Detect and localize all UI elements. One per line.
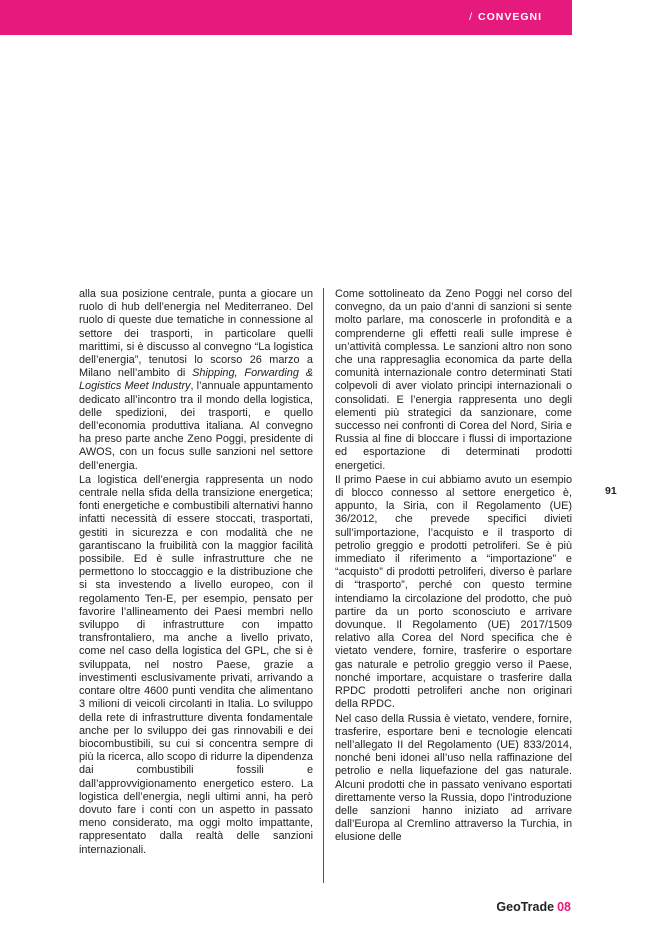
event-name: Shipping, Forwarding & Logistics Meet Industry [79,367,313,393]
issue-number: 08 [557,900,571,914]
magazine-brand: GeoTrade [496,900,555,914]
footer [496,900,571,914]
left-paragraph-2: La logistica dell’energia rappresenta un nodo centrale nella sfida della transizione energetica; fonti energetiche e combustibili alternativi hanno infatti necessità di essere stoccati, trasportati, gestiti in sicurezza e con modalità che ne garantiscano la fruibilità con la maggior facilità possibile. Ed è sulle infrastrutture che ne permettono lo stoccaggio e la distribuzione che si sta investendo a livello europeo, con il regolamento Ten-E, per esempio, pensato per favorire l’allineamento dei Paesi membri nello sviluppo di infrastrutture con impatto transfrontaliero, ma anche a livello privato, come nel caso della logistica del GPL, che si è sviluppata, nel nostro Paese, grazie a investimenti esclusivamente privati, arrivando a contare oltre 4600 punti vendita che alimentano 3 milioni di veicoli circolanti in Italia. Lo sviluppo della rete di infrastrutture diventa fondamentale anche per lo sviluppo dei gas rinnovabili e dei biocombustibili, su cui si concentra sempre di più la ricerca, allo scopo di ridurre la dipendenza dai combustibili fossili e dall’approvvigionamento energetico estero. La logistica dell’energia, negli ultimi anni, ha però dovuto fare i conti con un aspetto in passato meno considerato, ma oggi molto impattante, rappresentato dalla realtà delle sanzioni internazionali. [79,473,313,856]
left-p1-text-a: alla sua posizione centrale, punta a giocare un ruolo di hub dell’energia nel Mediterraneo. Del ruolo di queste due tematiche in connessione al settore dei trasporti, in particolare quelli marittimi, si è discusso al convegno “La logistica dell’energia”, tenutosi lo scorso 26 marzo a Milano nell’ambito di [79,288,313,380]
section-tag [469,11,542,23]
right-column [335,288,572,845]
section-slash: / [469,11,473,23]
left-paragraph-1 [79,288,313,473]
section-title: CONVEGNI [477,11,542,23]
right-paragraph-3: Nel caso della Russia è vietato, vendere, fornire, trasferire, esportare beni e tecnologie elencati nell’allegato II del Regolamento (UE) 833/2014, nonché beni idonei all’uso nella raffinazione del petrolio e nella liquefazione del gas naturale. Alcuni prodotti che in passato venivano esportati direttamente verso la Russia, dopo l’introduzione delle sanzioni hanno iniziato ad arrivare dall’Europa al Cremlino attraverso la Turchia, in elusione delle [335,712,572,844]
right-paragraph-2: Il primo Paese in cui abbiamo avuto un esempio di blocco connesso al settore energetico è, appunto, la Siria, con il Regolamento (UE) 36/2012, che prevede specifici divieti sull’importazione, l’acquisto e il trasporto di petrolio greggio e prodotti petroliferi. Se è più immediato il riferimento a “importazione” e “acquisto” di prodotti petroliferi, diverso è parlare di “trasporto”, perché con questo termine intendiamo la circolazione del prodotto, che può partire da un porto sconosciuto e arrivare dovunque. Il Regolamento (UE) 2017/1509 relativo alla Corea del Nord specifica che è vietato vendere, fornire, trasferire o esportare gas naturale e petrolio greggio verso il Paese, nonché importare, acquistare o trasferire dalla RPDC prodotti petroliferi anche non originari della RPDC. [335,473,572,711]
left-column [79,288,313,857]
header-band [0,0,572,35]
page-number: 91 [605,485,617,497]
right-paragraph-1: Come sottolineato da Zeno Poggi nel corso del convegno, da un paio d’anni di sanzioni si sente molto parlare, ma conoscerle in profondità e a comprenderne gli effetti reali sulle imprese è un’attività complessa. Le sanzioni altro non sono che una rappresaglia economica da parte della comunità internazionale contro determinati Stati colpevoli di aver violato principi internazionali o consolidati. E l’energia rappresenta uno degli elementi più strategici da sanzionare, come successo nei confronti di Corea del Nord, Siria e Russia al fine di bloccare i flussi di importazione ed esportazione di determinati prodotti energetici. [335,288,572,472]
left-p1-text-b: , l’annuale appuntamento dedicato all’incontro tra il mondo della logistica, delle spedizioni, dei trasporti, e quello dell’economia produttiva italiana. Al convegno ha preso parte anche Zeno Poggi, presidente di AWOS, con un focus sulle sanzioni nel settore dell’energia. [79,380,313,472]
column-divider [323,288,324,883]
